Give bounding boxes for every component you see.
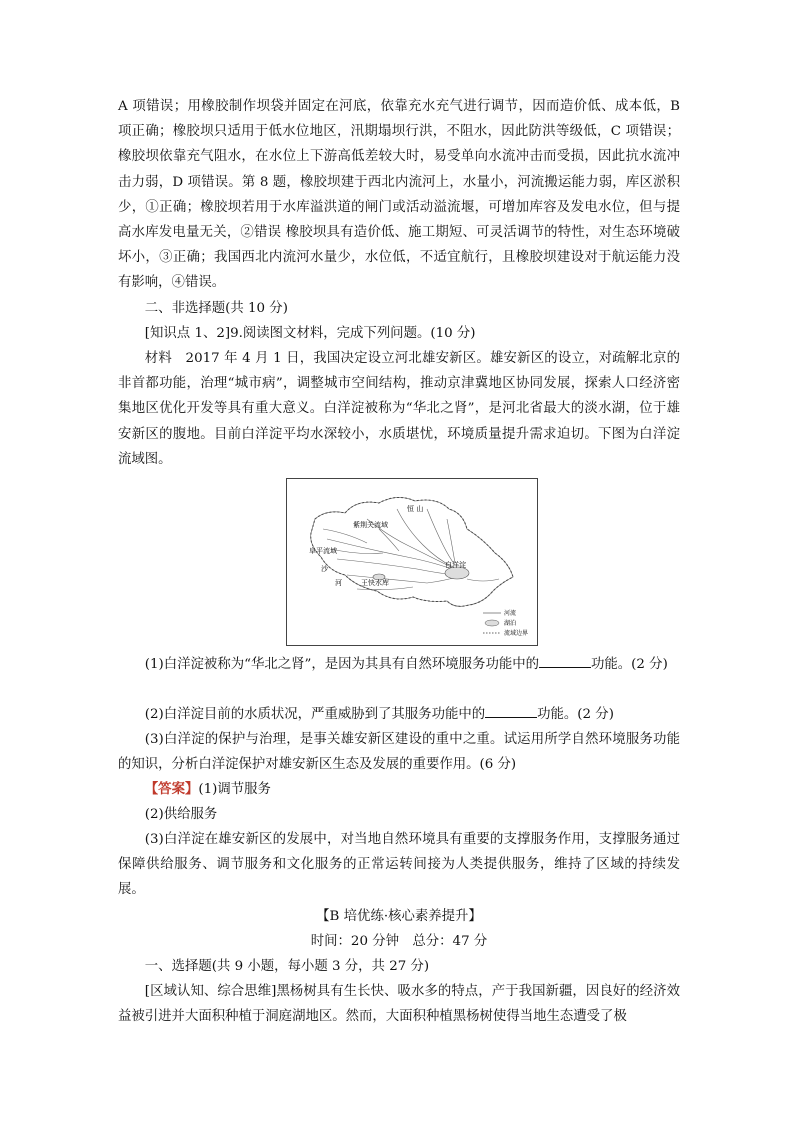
answer-label: 【答案】: [144, 781, 199, 797]
legend-river-label: 河流: [504, 610, 517, 617]
question-9-1-text: (1)白洋淀被称为“华北之肾”，是因为其具有自然环境服务功能中的: [144, 657, 540, 672]
section-b-time: 时间：20 分钟 总分：47 分: [310, 934, 488, 949]
legend-boundary-label: 流域边界: [504, 630, 529, 637]
question-9-2: [118, 702, 680, 727]
section-b-title: 【B 培优练·核心素养提升】: [316, 909, 482, 924]
answer-1: [118, 777, 680, 802]
basin-map-figure: [287, 479, 537, 645]
question-9-2-score: 功能。(2 分): [537, 707, 614, 722]
question-9-1-score: 功能。(2 分): [591, 657, 668, 672]
basin-boundary-line: [311, 497, 513, 606]
label-river-he: 河: [335, 579, 342, 587]
section-heading-choice: 一、选择题(共 9 小题，每小题 3 分，共 27 分): [144, 959, 430, 974]
answer-3: (3)白洋淀在雄安新区的发展中，对当地自然环境具有重要的支撑服务作用，支撑服务通过保障供给服务、调节服务和文化服务的正常运转间接为人类提供服务，维持了区域的持续发展。: [118, 832, 680, 898]
explanation-paragraph: A 项错误；用橡胶制作坝袋并固定在河底，依靠充水充气进行调节，因而造价低、成本低，B 项正确；橡胶坝只适用于低水位地区，汛期塌坝行洪，不阻水，因此防洪等级低，C 项错误；橡胶坝依靠充气阻水，在水位上下游高低差较大时，易受单向水流冲击而受损，因此抗水流冲击力弱，D 项错误。第 8 题，橡胶坝建于西北内流河上，水量小，河流搬运能力弱，库区淤积少，①正确；橡胶坝若用于水库溢洪道的闸门或活动溢流堰，可增加库容及发电水位，但与提高水库发电量无关，②错误 橡胶坝具有造价低、施工期短、可灵活调节的特性，对生态环境破坏小，③正确；我国西北内流河水量少，水位低，不适宜航行，且橡胶坝建设对于航运能力没有影响，④错误。: [118, 99, 680, 291]
baiyangdian-basin-map: [286, 478, 538, 646]
river-network: [323, 509, 499, 590]
material-paragraph: 材料 2017 年 4 月 1 日，我国决定设立河北雄安新区。雄安新区的设立，对疏解北京的非首都功能，治理“城市病”，调整城市空间结构，推动京津冀地区协同发展，探索人口经济密集地区优化开发等具有重大意义。白洋淀被称为“华北之肾”，是河北省最大的淡水湖，位于雄安新区的腹地。目前白洋淀平均水深较小，水质堪忧，环境质量提升需求迫切。下图为白洋淀流域图。: [118, 351, 680, 467]
label-mountain: 恒 山: [407, 505, 424, 513]
legend-lake-symbol: [485, 620, 499, 626]
legend-lake-label: 湖泊: [504, 620, 517, 627]
question-9-3: (3)白洋淀的保护与治理，是事关雄安新区建设的重中之重。试运用所学自然环境服务功能的知识，分析白洋淀保护对雄安新区生态及发展的重要作用。(6 分): [118, 732, 680, 773]
question-9-2-text: (2)白洋淀目前的水质状况，严重威胁到了其服务功能中的: [144, 707, 486, 722]
answer-blank-1: [539, 655, 591, 668]
question-9-1: [118, 652, 680, 677]
label-river-sha: 沙: [321, 565, 328, 573]
black-poplar-paragraph: [区域认知、综合思维]黑杨树具有生长快、吸水多的特点，产于我国新疆，因良好的经济效益被引进并大面积种植于洞庭湖地区。然而，大面积种植黑杨树使得当地生态遭受了极: [118, 984, 680, 1025]
map-legend: [483, 609, 528, 637]
answer-blank-2: [485, 705, 537, 718]
label-fuping: 阜平流域: [309, 547, 337, 555]
label-wangkuai: 王快水库: [361, 579, 389, 587]
label-baiyangdian: 白洋淀: [445, 561, 466, 569]
label-zijingguan: 紫荆关流域: [353, 521, 388, 529]
section-heading-nonchoice: 二、非选择题(共 10 分): [144, 301, 288, 316]
basin-outline: [311, 497, 513, 606]
question-9-intro: [知识点 1、2]9.阅读图文材料，完成下列问题。(10 分): [144, 326, 476, 341]
answer-1-text: (1)调节服务: [198, 782, 271, 797]
answer-2: (2)供给服务: [144, 807, 218, 822]
